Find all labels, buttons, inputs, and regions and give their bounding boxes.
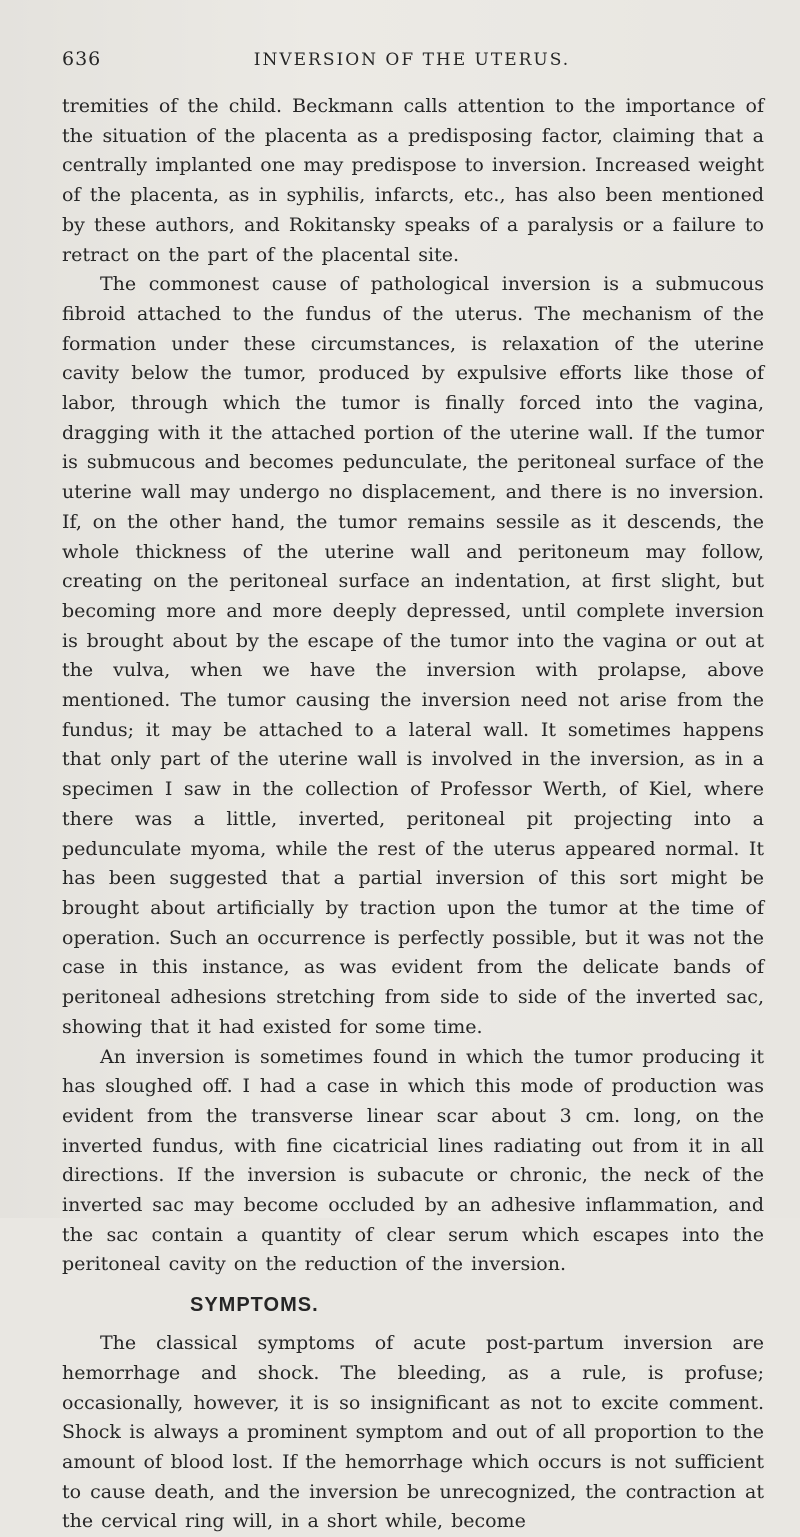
- page-number: 636: [62, 48, 102, 70]
- paragraph-continuation: tremities of the child. Beckmann calls attention to the importance of the situation of the placenta as a predisposing factor, claiming that a centrally implanted one may predispose to inversion. Increased weight of the placenta, as in syphilis, infarcts, etc., has also been mentioned by these authors, and Rokitansky speaks of a paralysis or a failure to retract on the part of the placental site.: [62, 95, 764, 266]
- paragraph-symptoms: The classical symptoms of acute post-partum inversion are hemorrhage and shock. The bleeding, as a rule, is profuse; occasionally, however, it is so insignificant as not to excite comment. Shock is always a prominent symptom and out of all proportion to the amount of blood lost. If the hemorrhage which occurs is not sufficient to cause death, and the inversion be unrecognized, the contraction at the cervical ring will, in a short while, become: [62, 1332, 764, 1533]
- paragraph-pathological-inversion: The commonest cause of pathological inversion is a submucous fibroid attached to the fundus of the uterus. The mechanism of the formation under these circumstances, is relaxation of the uterine cavity below the tumor, produced by expulsive efforts like those of labor, through which the tumor is finally forced into the vagina, dragging with it the attached portion of the uterine wall. If the tumor is submucous and becomes pedunculate, the peritoneal surface of the uterine wall may undergo no displacement, and there is no inversion. If, on the other hand, the tumor remains sessile as it descends, the whole thickness of the uterine wall and peritoneum may follow, creating on the peritoneal surface an indentation, at first slight, but becoming more and more deeply depressed, until complete inversion is brought about by the escape of the tumor into the vagina or out at the vulva, when we have the inversion with prolapse, above mentioned. The tumor causing the inversion need not arise from the fundus; it may be attached to a lateral wall. It sometimes happens that only part of the uterine wall is involved in the inversion, as in a specimen I saw in the collection of Professor Werth, of Kiel, where there was a little, inverted, peritoneal pit projecting into a pedunculate myoma, while the rest of the uterus appeared normal. It has been suggested that a partial inversion of this sort might be brought about artificially by traction upon the tumor at the time of operation. Such an occurrence is perfectly possible, but it was not the case in this instance, as was evident from the delicate bands of peritoneal adhesions stretching from side to side of the inverted sac, showing that it had existed for some time.: [62, 273, 764, 1038]
- section-heading-symptoms: SYMPTOMS.: [190, 1294, 319, 1317]
- running-title: INVERSION OF THE UTERUS.: [253, 50, 571, 70]
- page-body: [62, 92, 764, 1537]
- page-header: [62, 48, 762, 78]
- paragraph-sloughed-tumor: An inversion is sometimes found in which the tumor producing it has sloughed off. I had a case in which this mode of production was evident from the transverse linear scar about 3 cm. long, on the inverted fundus, with fine cicatricial lines radiating out from it in all directions. If the inversion is subacute or chronic, the neck of the inverted sac may become occluded by an adhesive inflammation, and the sac contain a quantity of clear serum which escapes into the peritoneal cavity on the reduction of the inversion.: [62, 1045, 764, 1276]
